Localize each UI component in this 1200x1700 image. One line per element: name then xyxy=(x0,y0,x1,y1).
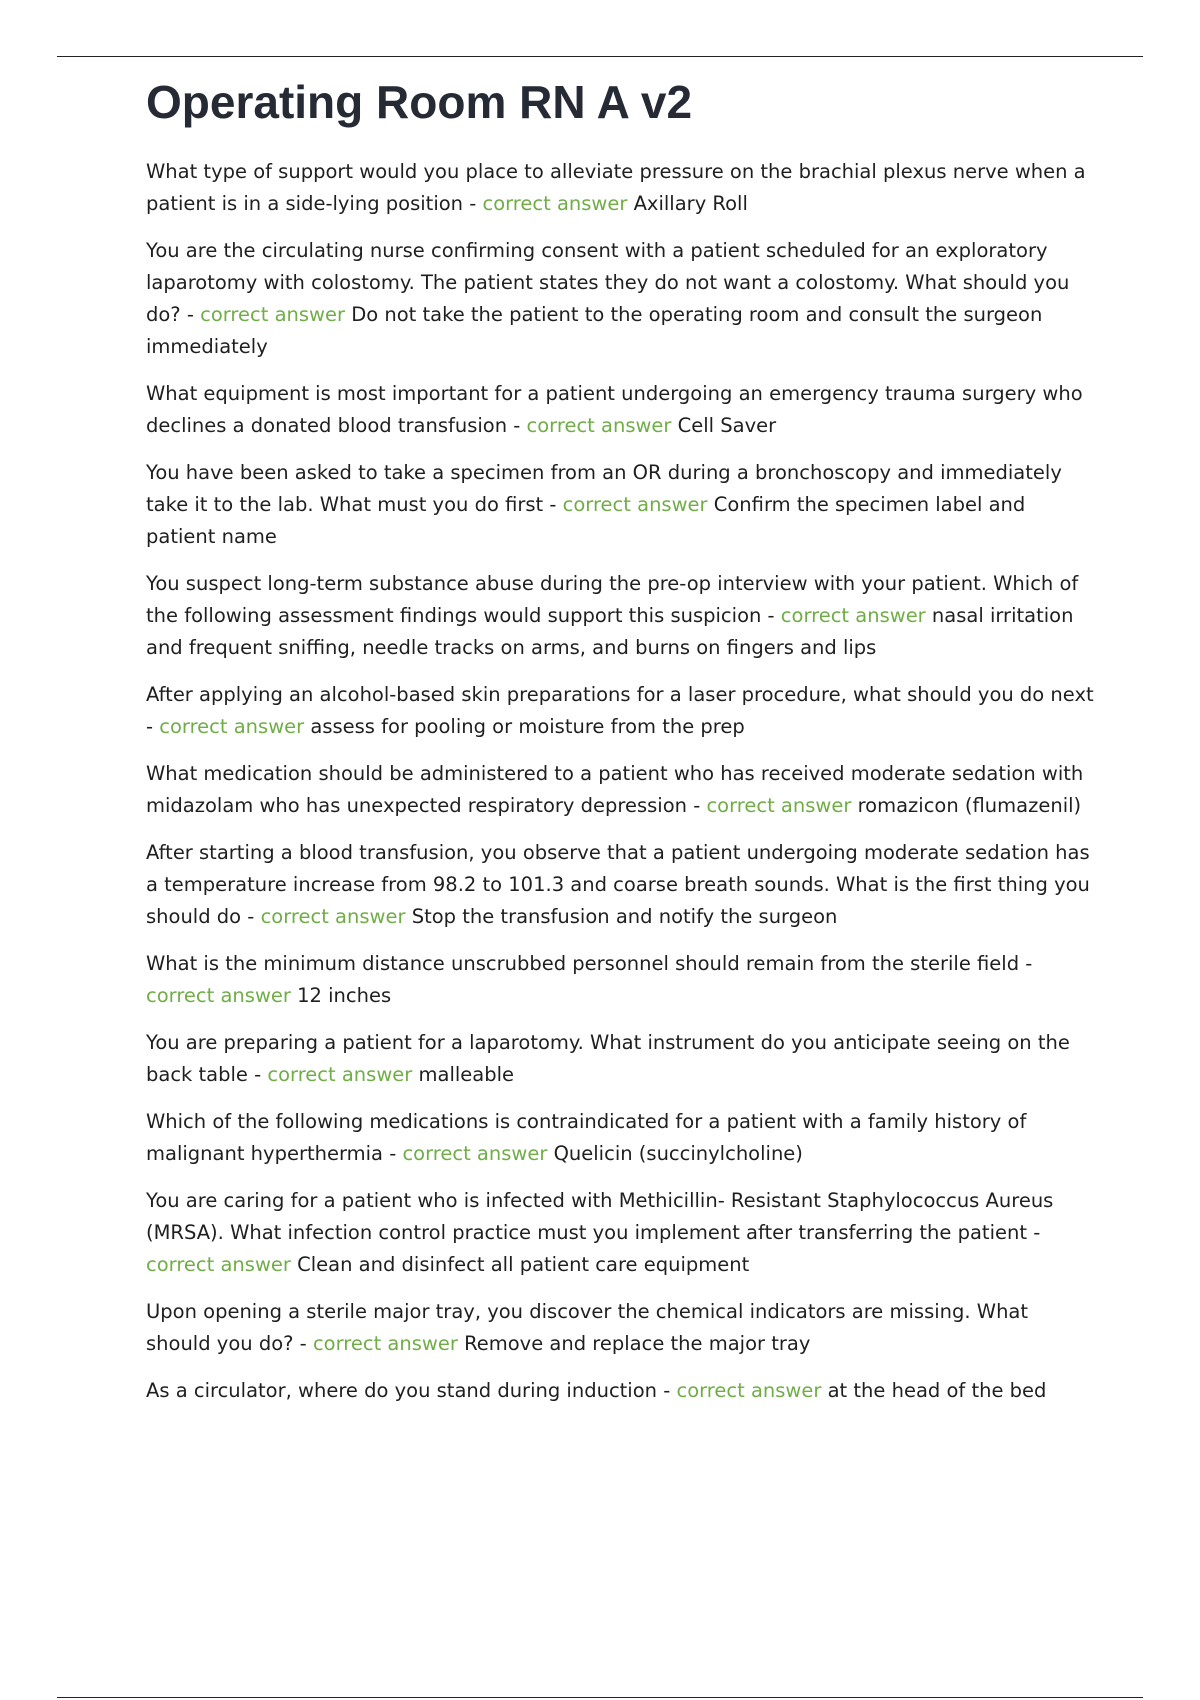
question-text: You are the circulating nurse confirming consent with a patient scheduled for an exploratory laparotomy with colostomy. The patient states they do not want a colostomy. What should you do? - xyxy=(146,239,1070,326)
question-text: What medication should be administered to a patient who has received moderate sedation with midazolam who has unexpected respiratory depression - xyxy=(146,762,1084,817)
qa-item xyxy=(146,156,1096,220)
qa-item xyxy=(146,1106,1096,1170)
question-text: After applying an alcohol-based skin preparations for a laser procedure, what should you do next - xyxy=(146,683,1094,738)
question-text: As a circulator, where do you stand during induction - xyxy=(146,1379,671,1402)
question-text: You suspect long-term substance abuse during the pre-op interview with your patient. Which of the following assessment findings would support this suspicion - xyxy=(146,572,1079,627)
answer-text: nasal irritation and frequent sniffing, needle tracks on arms, and burns on fingers and lips xyxy=(146,604,1074,659)
correct-answer-label: correct answer xyxy=(146,1253,291,1276)
answer-text: malleable xyxy=(418,1063,515,1086)
answer-text: Confirm the specimen label and patient name xyxy=(146,493,1026,548)
qa-item xyxy=(146,1375,1096,1407)
answer-text: Quelicin (succinylcholine) xyxy=(553,1142,803,1165)
question-text: Which of the following medications is contraindicated for a patient with a family history of malignant hyperthermia - xyxy=(146,1110,1027,1165)
qa-item xyxy=(146,679,1096,743)
document-body xyxy=(146,70,1096,1422)
answer-text: Cell Saver xyxy=(677,414,777,437)
correct-answer-label: correct answer xyxy=(159,715,305,738)
qa-item xyxy=(146,758,1096,822)
question-text: What is the minimum distance unscrubbed personnel should remain from the sterile field - xyxy=(146,952,1033,975)
answer-text: romazicon (flumazenil) xyxy=(857,794,1082,817)
answer-text: Remove and replace the major tray xyxy=(464,1332,811,1355)
correct-answer-label: correct answer xyxy=(267,1063,413,1086)
answer-text: at the head of the bed xyxy=(827,1379,1047,1402)
qa-item xyxy=(146,1027,1096,1091)
question-text: After starting a blood transfusion, you observe that a patient undergoing moderate sedation has a temperature increase from 98.2 to 101.3 and coarse breath sounds. What is the first thing you should do - xyxy=(146,841,1090,928)
correct-answer-label: correct answer xyxy=(676,1379,822,1402)
qa-item xyxy=(146,235,1096,363)
answer-text: Axillary Roll xyxy=(633,192,748,215)
correct-answer-label: correct answer xyxy=(312,1332,458,1355)
correct-answer-label: correct answer xyxy=(146,984,291,1007)
question-text: What equipment is most important for a patient undergoing an emergency trauma surgery who declines a donated blood transfusion - xyxy=(146,382,1083,437)
answer-text: 12 inches xyxy=(297,984,392,1007)
answer-text: Stop the transfusion and notify the surgeon xyxy=(411,905,838,928)
qa-item xyxy=(146,568,1096,664)
qa-item xyxy=(146,837,1096,933)
correct-answer-label: correct answer xyxy=(402,1142,548,1165)
qa-item xyxy=(146,457,1096,553)
answer-text: Clean and disinfect all patient care equipment xyxy=(297,1253,750,1276)
page-title: Operating Room RN A v2 xyxy=(146,76,693,128)
top-rule xyxy=(57,56,1143,57)
question-text: Upon opening a sterile major tray, you discover the chemical indicators are missing. What should you do? - xyxy=(146,1300,1029,1355)
question-text: You have been asked to take a specimen from an OR during a bronchoscopy and immediately take it to the lab. What must you do first - xyxy=(146,461,1062,516)
question-text: You are caring for a patient who is infected with Methicillin- Resistant Staphylococcus Aureus (MRSA). What infection control practice must you implement after transferring the patient - xyxy=(146,1189,1054,1244)
answer-text: Do not take the patient to the operating room and consult the surgeon immediately xyxy=(146,303,1043,358)
question-text: What type of support would you place to alleviate pressure on the brachial plexus nerve when a patient is in a side-lying position - xyxy=(146,160,1086,215)
correct-answer-label: correct answer xyxy=(200,303,346,326)
correct-answer-label: correct answer xyxy=(482,192,628,215)
question-text: You are preparing a patient for a laparotomy. What instrument do you anticipate seeing on the back table - xyxy=(146,1031,1070,1086)
qa-item xyxy=(146,948,1096,1012)
qa-item xyxy=(146,1185,1096,1281)
correct-answer-label: correct answer xyxy=(526,414,672,437)
correct-answer-label: correct answer xyxy=(706,794,852,817)
qa-item xyxy=(146,1296,1096,1360)
bottom-rule xyxy=(57,1697,1143,1698)
correct-answer-label: correct answer xyxy=(562,493,708,516)
qa-item xyxy=(146,378,1096,442)
correct-answer-label: correct answer xyxy=(260,905,406,928)
answer-text: assess for pooling or moisture from the prep xyxy=(310,715,745,738)
correct-answer-label: correct answer xyxy=(780,604,926,627)
